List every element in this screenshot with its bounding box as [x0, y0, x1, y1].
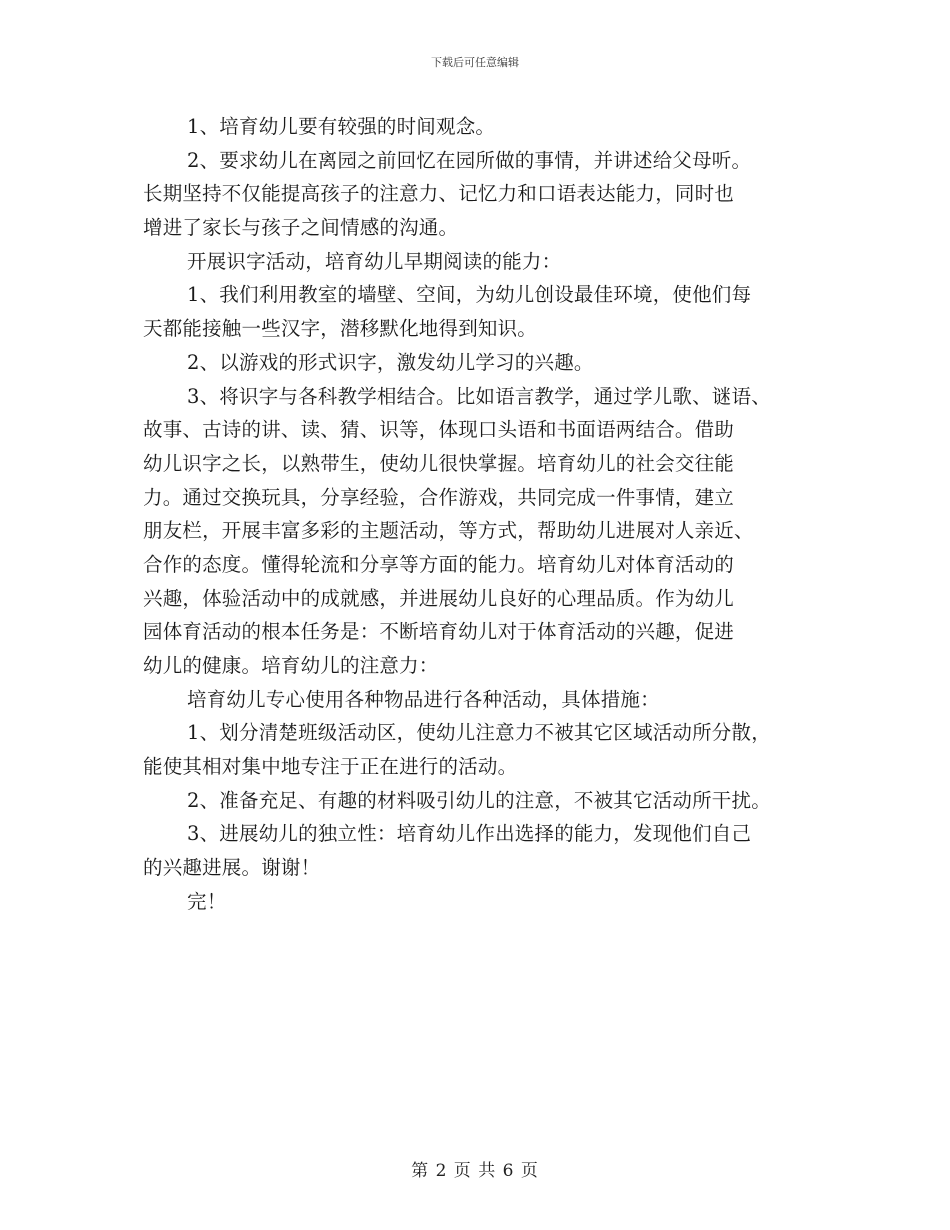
text-line-13: 朋友栏，开展丰富多彩的主题活动，等方式，帮助幼儿进展对人亲近、 — [143, 519, 754, 543]
text-line-8: 2、以游戏的形式识字，激发幼儿学习的兴趣。 — [187, 350, 594, 374]
text-line-1: 1、培育幼儿要有较强的时间观念。 — [187, 115, 496, 138]
text-line-11: 幼儿识字之长，以熟带生，使幼儿很快掌握。培育幼儿的社会交往能 — [143, 451, 735, 475]
text-line-18: 培育幼儿专心使用各种物品进行各种活动，具体措施： — [187, 687, 660, 711]
document-body — [143, 110, 833, 919]
text-line-10: 故事、古诗的讲、读、猜、识等，体现口头语和书面语两结合。借助 — [143, 418, 735, 442]
text-line-6: 1、我们利用教室的墙壁、空间，为幼儿创设最佳环境，使他们每 — [187, 283, 752, 307]
page-number-footer: 第 2 页 共 6 页 — [411, 1161, 539, 1181]
text-line-17: 幼儿的健康。培育幼儿的注意力： — [143, 654, 439, 677]
text-line-15: 兴趣，体验活动中的成就感，并进展幼儿良好的心理品质。作为幼儿 — [143, 586, 735, 610]
text-line-20: 能使其相对集中地专注于正在进行的活动。 — [143, 755, 518, 779]
text-line-22: 3、进展幼儿的独立性：培育幼儿作出选择的能力，发现他们自己 — [187, 822, 752, 846]
text-line-3: 长期坚持不仅能提高孩子的注意力、记忆力和口语表达能力，同时也 — [143, 182, 735, 206]
text-line-16: 园体育活动的根本任务是：不断培育幼儿对于体育活动的兴趣，促进 — [143, 620, 735, 644]
text-line-4: 增进了家长与孩子之间情感的沟通。 — [143, 216, 459, 240]
page-header-note: 下载后可任意编辑 — [431, 56, 519, 69]
text-line-21: 2、准备充足、有趣的材料吸引幼儿的注意，不被其它活动所干扰。 — [187, 788, 771, 812]
text-line-24: 完！ — [187, 889, 227, 913]
text-line-23: 的兴趣进展。谢谢！ — [143, 856, 321, 880]
text-line-14: 合作的态度。懂得轮流和分享等方面的能力。培育幼儿对体育活动的 — [143, 552, 735, 576]
text-line-19: 1、划分清楚班级活动区，使幼儿注意力不被其它区域活动所分散， — [187, 721, 771, 745]
text-line-12: 力。通过交换玩具，分享经验，合作游戏，共同完成一件事情，建立 — [143, 485, 735, 509]
text-line-2: 2、要求幼儿在离园之前回忆在园所做的事情，并讲述给父母听。 — [187, 148, 752, 172]
text-line-5: 开展识字活动，培育幼儿早期阅读的能力： — [187, 249, 562, 273]
text-line-9: 3、将识字与各科教学相结合。比如语言教学，通过学儿歌、谜语、 — [187, 384, 771, 408]
text-line-7: 天都能接触一些汉字，潜移默化地得到知识。 — [143, 317, 538, 341]
